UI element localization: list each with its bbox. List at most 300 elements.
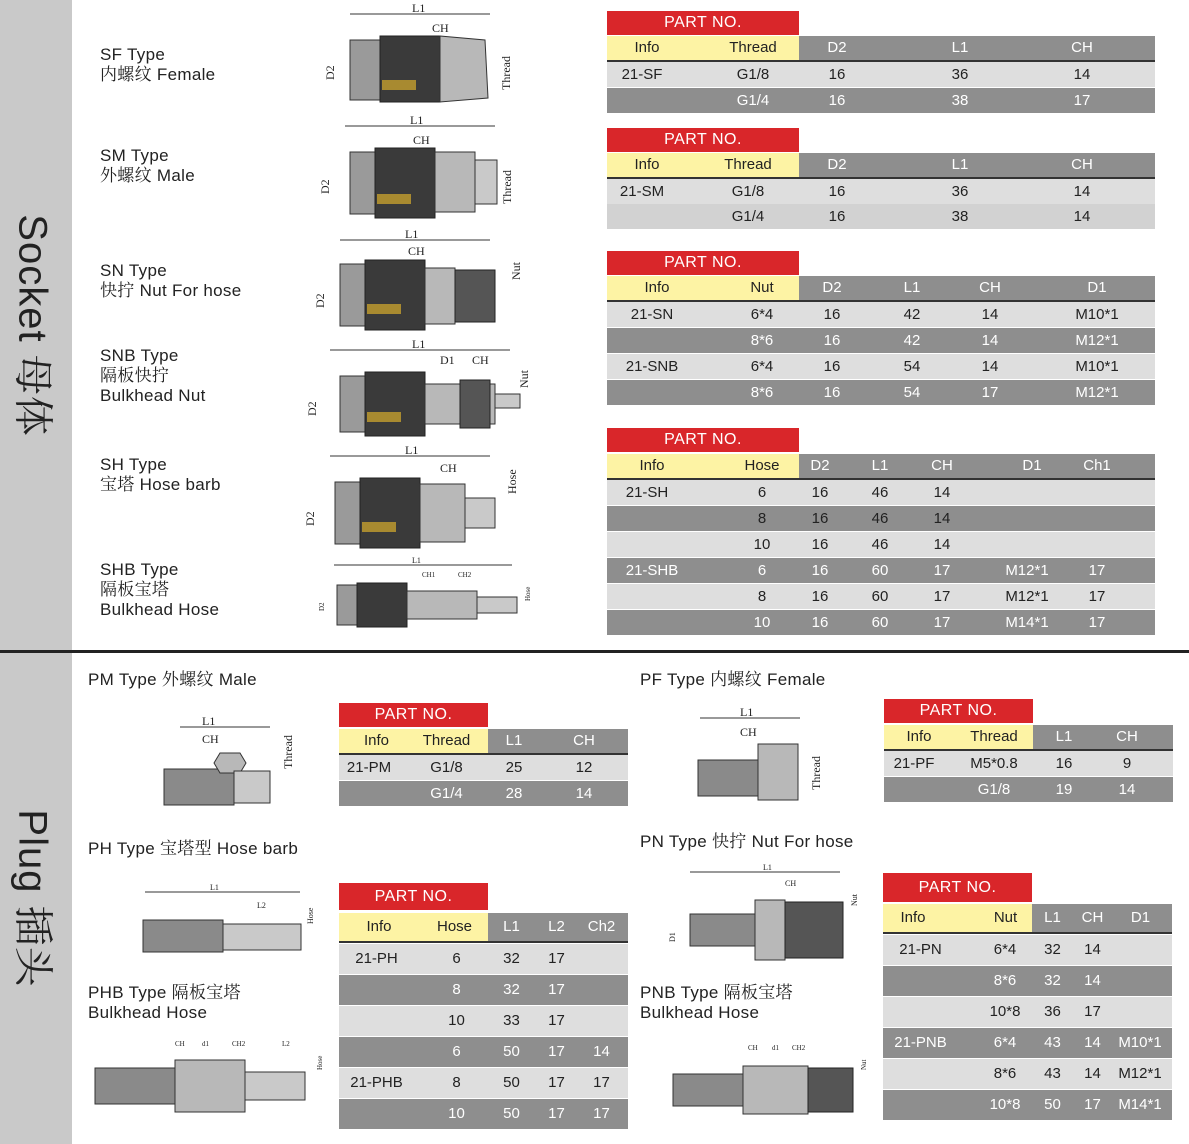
table-row xyxy=(883,1090,1172,1120)
cell xyxy=(1111,997,1169,1027)
table-row xyxy=(607,610,1155,635)
cell: 14 xyxy=(1118,781,1136,798)
dim-label: D2 xyxy=(313,293,327,308)
header-cell: D2 xyxy=(827,39,847,56)
table-row xyxy=(339,1037,628,1067)
cell: G1/4 xyxy=(731,208,765,225)
dim-label: Thread xyxy=(499,56,513,90)
dim-label: D1 xyxy=(668,932,677,942)
cell: 16 xyxy=(1055,755,1073,772)
header-cell: L2 xyxy=(548,918,565,935)
table-header xyxy=(339,913,628,943)
cell xyxy=(607,506,687,531)
header-cell: Info xyxy=(634,156,660,173)
dim-label: CH xyxy=(740,725,757,739)
cell: 16 xyxy=(811,588,829,605)
dim-label: CH2 xyxy=(792,1044,806,1052)
cell: 43 xyxy=(1044,1065,1061,1082)
cell: 19 xyxy=(1055,781,1073,798)
dim-label: D2 xyxy=(318,179,332,194)
header-cell: L1 xyxy=(503,918,520,935)
cell: 14 xyxy=(1084,1065,1101,1082)
cell: M12*1 xyxy=(1075,332,1119,349)
table-row xyxy=(607,506,1155,531)
header-cell: Thread xyxy=(729,39,777,56)
cell: 6 xyxy=(757,562,767,579)
cell: 21-SF xyxy=(621,66,663,83)
header-cell: Info xyxy=(639,457,665,474)
header-cell: CH xyxy=(1071,39,1093,56)
cell: 21-SH xyxy=(625,484,669,501)
cell: 36 xyxy=(951,183,969,200)
cell: 14 xyxy=(933,484,951,501)
header-cell: L1 xyxy=(505,732,523,749)
dim-label: L2 xyxy=(257,901,266,910)
table-row xyxy=(607,380,1155,405)
table-header xyxy=(607,36,1155,62)
part-no-label: PART NO. xyxy=(339,883,488,910)
snb-type-label: SNB Type 隔板快拧 Bulkhead Nut xyxy=(100,346,206,405)
cell xyxy=(612,328,692,353)
cell: 54 xyxy=(903,384,921,401)
cell: 16 xyxy=(811,484,829,501)
sn-coupler-drawing xyxy=(310,228,530,336)
header-cell: Info xyxy=(363,732,390,749)
cell: 21-PHB xyxy=(350,1074,403,1091)
dim-label: L1 xyxy=(412,556,421,565)
dim-label: Thread xyxy=(281,735,295,769)
dim-label: Hose xyxy=(306,907,315,924)
table-row xyxy=(607,584,1155,609)
dim-label: L2 xyxy=(282,1040,290,1048)
header-cell: L1 xyxy=(1055,728,1073,745)
cell xyxy=(1111,935,1169,965)
cell: 21-PM xyxy=(346,759,392,776)
dim-label: CH xyxy=(413,133,430,147)
dim-label: Hose xyxy=(524,586,532,601)
cell xyxy=(339,1099,414,1129)
cell: 16 xyxy=(828,208,846,225)
cell: 17 xyxy=(593,1074,610,1091)
cell xyxy=(612,380,692,405)
cell: G1/4 xyxy=(430,785,463,802)
cell: 14 xyxy=(981,306,999,323)
header-cell: Info xyxy=(644,279,670,296)
header-cell: Hose xyxy=(744,457,780,474)
cell: 10 xyxy=(753,536,771,553)
cell: 42 xyxy=(903,306,921,323)
header-cell: Info xyxy=(906,728,932,745)
cell: 46 xyxy=(871,510,889,527)
table-header xyxy=(884,725,1173,751)
cell: 21-PNB xyxy=(894,1034,947,1051)
snb-coupler-drawing xyxy=(300,336,540,440)
cell: 21-PF xyxy=(893,755,935,772)
part-no-label: PART NO. xyxy=(607,428,799,452)
dim-label: CH2 xyxy=(458,571,472,579)
cell: 14 xyxy=(1084,1034,1101,1051)
cell: 16 xyxy=(811,614,829,631)
cell: G1/8 xyxy=(731,183,765,200)
pm-table xyxy=(339,703,628,805)
dim-label: CH xyxy=(202,732,219,746)
cell xyxy=(883,1059,958,1089)
cell: 14 xyxy=(1084,941,1101,958)
table-row xyxy=(607,558,1155,583)
cell: 28 xyxy=(505,785,523,802)
cell: 8 xyxy=(452,981,461,998)
sf-table xyxy=(607,11,1155,113)
ph-table xyxy=(339,883,628,1129)
dim-label: L1 xyxy=(412,337,426,351)
cell: 6*4 xyxy=(993,941,1017,958)
dim-label: Hose xyxy=(505,469,519,494)
header-cell: Hose xyxy=(436,918,473,935)
header-cell: L1 xyxy=(903,279,921,296)
dim-label: CH1 xyxy=(422,571,436,579)
cell: 16 xyxy=(828,92,846,109)
cell xyxy=(1072,532,1122,557)
cell: 8*6 xyxy=(750,384,774,401)
header-cell: CH xyxy=(1071,156,1093,173)
cell: 16 xyxy=(823,384,841,401)
dim-label: d1 xyxy=(202,1040,209,1048)
sm-type-label: SM Type 外螺纹 Male xyxy=(100,146,195,185)
dim-label: CH xyxy=(175,1040,185,1048)
cell: 17 xyxy=(593,1105,610,1122)
cell: 21-SNB xyxy=(625,358,679,375)
cell: 17 xyxy=(548,1074,565,1091)
sh-coupler-drawing xyxy=(300,442,530,550)
cell: 50 xyxy=(503,1074,520,1091)
dim-label: L1 xyxy=(410,113,424,127)
header-cell: CH xyxy=(573,732,595,749)
cell xyxy=(1072,480,1122,505)
cell: 16 xyxy=(811,510,829,527)
cell: 8 xyxy=(452,1074,461,1091)
cell xyxy=(579,1006,624,1036)
section-divider xyxy=(0,650,1189,653)
header-cell: Thread xyxy=(724,156,772,173)
dim-label: D1 xyxy=(440,353,455,367)
header-cell: Thread xyxy=(422,732,471,749)
table-row xyxy=(607,532,1155,557)
cell: 8*6 xyxy=(993,1065,1017,1082)
cell: 46 xyxy=(871,484,889,501)
table-row xyxy=(607,480,1155,505)
header-cell: CH xyxy=(979,279,1001,296)
cell: 17 xyxy=(1073,92,1091,109)
ph-plug-drawing xyxy=(135,880,325,970)
sn-table xyxy=(607,251,1155,406)
cell xyxy=(339,1006,414,1036)
socket-sidebar xyxy=(0,0,72,650)
table-row xyxy=(607,204,1155,229)
cell: 36 xyxy=(951,66,969,83)
dim-label: d1 xyxy=(772,1044,779,1052)
dim-label: D2 xyxy=(323,65,337,80)
cell: 50 xyxy=(503,1043,520,1060)
header-cell: CH xyxy=(1081,909,1104,926)
cell: 6*4 xyxy=(750,306,774,323)
table-row xyxy=(607,328,1155,353)
table-row xyxy=(339,1068,628,1098)
part-no-label: PART NO. xyxy=(883,873,1032,902)
cell xyxy=(339,781,399,806)
table-row xyxy=(607,88,1155,113)
cell: 17 xyxy=(933,588,951,605)
dim-label: CH xyxy=(472,353,489,367)
header-cell: L1 xyxy=(951,156,969,173)
cell: 32 xyxy=(503,950,520,967)
cell: 14 xyxy=(1073,208,1091,225)
header-cell: Thread xyxy=(970,728,1018,745)
cell: 17 xyxy=(1084,1003,1101,1020)
part-no-label: PART NO. xyxy=(607,251,799,275)
header-cell: D1 xyxy=(1130,909,1151,926)
cell xyxy=(607,204,677,229)
dim-label: D2 xyxy=(303,511,317,526)
cell: 10*8 xyxy=(989,1003,1021,1020)
header-cell: D2 xyxy=(827,156,847,173)
table-row xyxy=(883,966,1172,996)
dim-label: L1 xyxy=(405,443,419,457)
dim-label: L1 xyxy=(202,714,216,728)
plug-sidebar xyxy=(0,653,72,1144)
table-row xyxy=(883,1028,1172,1058)
table-row xyxy=(607,302,1155,327)
cell: 14 xyxy=(1073,183,1091,200)
pf-type-label: PF Type 内螺纹 Female xyxy=(640,670,826,689)
table-row xyxy=(883,935,1172,965)
cell: M12*1 xyxy=(1075,384,1119,401)
cell: 6*4 xyxy=(750,358,774,375)
dim-label: Hose xyxy=(316,1055,324,1070)
cell: 46 xyxy=(871,536,889,553)
cell xyxy=(883,966,958,996)
cell: 10*8 xyxy=(989,1096,1021,1113)
sh-type-label: SH Type 宝塔 Hose barb xyxy=(100,455,221,494)
cell: 9 xyxy=(1122,755,1132,772)
table-row xyxy=(883,1059,1172,1089)
header-cell: Ch2 xyxy=(587,918,616,935)
sm-coupler-drawing xyxy=(315,112,520,224)
sf-type-label: SF Type 内螺纹 Female xyxy=(100,45,216,84)
header-cell: D2 xyxy=(810,457,830,474)
cell: 14 xyxy=(1073,66,1091,83)
cell: M10*1 xyxy=(1118,1034,1162,1051)
table-header xyxy=(883,904,1172,934)
cell: 17 xyxy=(548,950,565,967)
cell: G1/8 xyxy=(736,66,770,83)
dim-label: L1 xyxy=(412,1,426,15)
cell xyxy=(997,506,1057,531)
cell: 50 xyxy=(1044,1096,1061,1113)
dim-label: CH xyxy=(440,461,457,475)
cell xyxy=(1072,506,1122,531)
cell: 60 xyxy=(871,588,889,605)
dim-label: L1 xyxy=(210,883,219,892)
dim-label: Nut xyxy=(850,894,859,906)
dim-label: CH xyxy=(432,21,449,35)
dim-label: L1 xyxy=(405,228,419,241)
cell: 14 xyxy=(933,510,951,527)
cell: 17 xyxy=(1084,1096,1101,1113)
header-cell: Nut xyxy=(750,279,774,296)
cell: 8*6 xyxy=(750,332,774,349)
dim-label: Thread xyxy=(500,170,514,204)
pf-table xyxy=(884,699,1173,801)
dim-label: Nut xyxy=(509,262,523,280)
cell xyxy=(997,532,1057,557)
header-cell: L1 xyxy=(871,457,889,474)
cell: 17 xyxy=(933,562,951,579)
pnb-plug-drawing xyxy=(668,1030,883,1130)
cell: 14 xyxy=(981,332,999,349)
sf-coupler-drawing xyxy=(320,0,520,112)
table-header xyxy=(607,276,1155,302)
cell: 16 xyxy=(828,66,846,83)
cell: 8 xyxy=(757,588,767,605)
cell xyxy=(579,944,624,974)
cell: 10 xyxy=(753,614,771,631)
header-cell: Nut xyxy=(993,909,1018,926)
dim-label: Nut xyxy=(860,1059,868,1070)
dim-label: Nut xyxy=(517,370,531,388)
cell: G1/8 xyxy=(977,781,1011,798)
header-cell: D1 xyxy=(1022,457,1042,474)
table-row xyxy=(607,179,1155,204)
header-cell: L1 xyxy=(951,39,969,56)
table-row xyxy=(339,944,628,974)
cell: 6 xyxy=(452,950,461,967)
cell xyxy=(607,88,677,113)
pn-plug-drawing xyxy=(665,862,875,972)
cell: 16 xyxy=(811,536,829,553)
cell: 17 xyxy=(548,1105,565,1122)
header-cell: Info xyxy=(634,39,660,56)
dim-label: CH xyxy=(408,244,425,258)
dim-label: L1 xyxy=(763,863,772,872)
cell: 32 xyxy=(1044,972,1061,989)
table-row xyxy=(339,1006,628,1036)
cell: 6*4 xyxy=(993,1034,1017,1051)
cell: 14 xyxy=(933,536,951,553)
cell: 36 xyxy=(1044,1003,1061,1020)
cell: 17 xyxy=(1088,562,1106,579)
cell xyxy=(1111,966,1169,996)
dim-label: L1 xyxy=(740,705,754,719)
ph-type-label: PH Type 宝塔型 Hose barb xyxy=(88,839,299,858)
pn-table xyxy=(883,873,1172,1117)
table-header xyxy=(607,153,1155,179)
shb-type-label: SHB Type 隔板宝塔 Bulkhead Hose xyxy=(100,560,220,619)
pn-type-label: PN Type 快拧 Nut For hose xyxy=(640,832,854,851)
pf-plug-drawing xyxy=(690,700,830,810)
cell: 17 xyxy=(1088,614,1106,631)
cell xyxy=(607,610,687,635)
phb-plug-drawing xyxy=(90,1030,330,1130)
cell xyxy=(997,480,1057,505)
cell: 17 xyxy=(933,614,951,631)
cell: M10*1 xyxy=(1075,306,1119,323)
table-row xyxy=(339,755,628,780)
header-cell: Info xyxy=(900,909,926,926)
header-cell: CH xyxy=(931,457,953,474)
table-row xyxy=(339,781,628,806)
cell xyxy=(884,777,944,802)
cell xyxy=(607,532,687,557)
sm-table xyxy=(607,128,1155,230)
cell: 6 xyxy=(452,1043,461,1060)
cell: 21-PN xyxy=(899,941,942,958)
cell: 60 xyxy=(871,562,889,579)
cell: 16 xyxy=(823,332,841,349)
part-no-label: PART NO. xyxy=(884,699,1033,723)
cell xyxy=(883,997,958,1027)
table-row xyxy=(884,751,1173,776)
shb-coupler-drawing xyxy=(312,555,542,635)
dim-label: CH2 xyxy=(232,1040,246,1048)
cell: 17 xyxy=(548,981,565,998)
cell: 16 xyxy=(823,306,841,323)
cell: 17 xyxy=(1088,588,1106,605)
cell xyxy=(339,975,414,1005)
cell: M12*1 xyxy=(1005,588,1049,605)
cell: 10 xyxy=(448,1012,465,1029)
dim-label: D2 xyxy=(318,602,326,611)
cell: 54 xyxy=(903,358,921,375)
cell: M10*1 xyxy=(1075,358,1119,375)
cell xyxy=(607,584,687,609)
cell: M5*0.8 xyxy=(970,755,1018,772)
table-row xyxy=(607,354,1155,379)
cell: M12*1 xyxy=(1118,1065,1162,1082)
table-header xyxy=(339,729,628,755)
cell: 16 xyxy=(811,562,829,579)
cell: M14*1 xyxy=(1005,614,1049,631)
header-cell: D2 xyxy=(822,279,842,296)
cell: 38 xyxy=(951,208,969,225)
header-cell: L1 xyxy=(1044,909,1061,926)
cell: 6 xyxy=(757,484,767,501)
cell: 25 xyxy=(505,759,523,776)
header-cell: D1 xyxy=(1087,279,1107,296)
cell: 10 xyxy=(448,1105,465,1122)
cell: 43 xyxy=(1044,1034,1061,1051)
cell: 21-PH xyxy=(355,950,398,967)
sn-type-label: SN Type 快拧 Nut For hose xyxy=(100,261,242,300)
cell: 14 xyxy=(1084,972,1101,989)
table-row xyxy=(884,777,1173,802)
socket-section-label: Socket 母体 xyxy=(10,213,55,437)
cell: 12 xyxy=(575,759,593,776)
cell: G1/8 xyxy=(430,759,463,776)
cell: 38 xyxy=(951,92,969,109)
header-cell: Info xyxy=(366,918,392,935)
plug-section-label: Plug 插头 xyxy=(10,809,55,988)
cell xyxy=(579,975,624,1005)
cell: 33 xyxy=(503,1012,520,1029)
dim-label: CH xyxy=(785,879,797,888)
cell: 17 xyxy=(981,384,999,401)
cell: 14 xyxy=(575,785,593,802)
cell: 17 xyxy=(548,1012,565,1029)
header-cell: Ch1 xyxy=(1083,457,1111,474)
cell xyxy=(339,1037,414,1067)
cell: 17 xyxy=(548,1043,565,1060)
cell: 21-SM xyxy=(619,183,665,200)
